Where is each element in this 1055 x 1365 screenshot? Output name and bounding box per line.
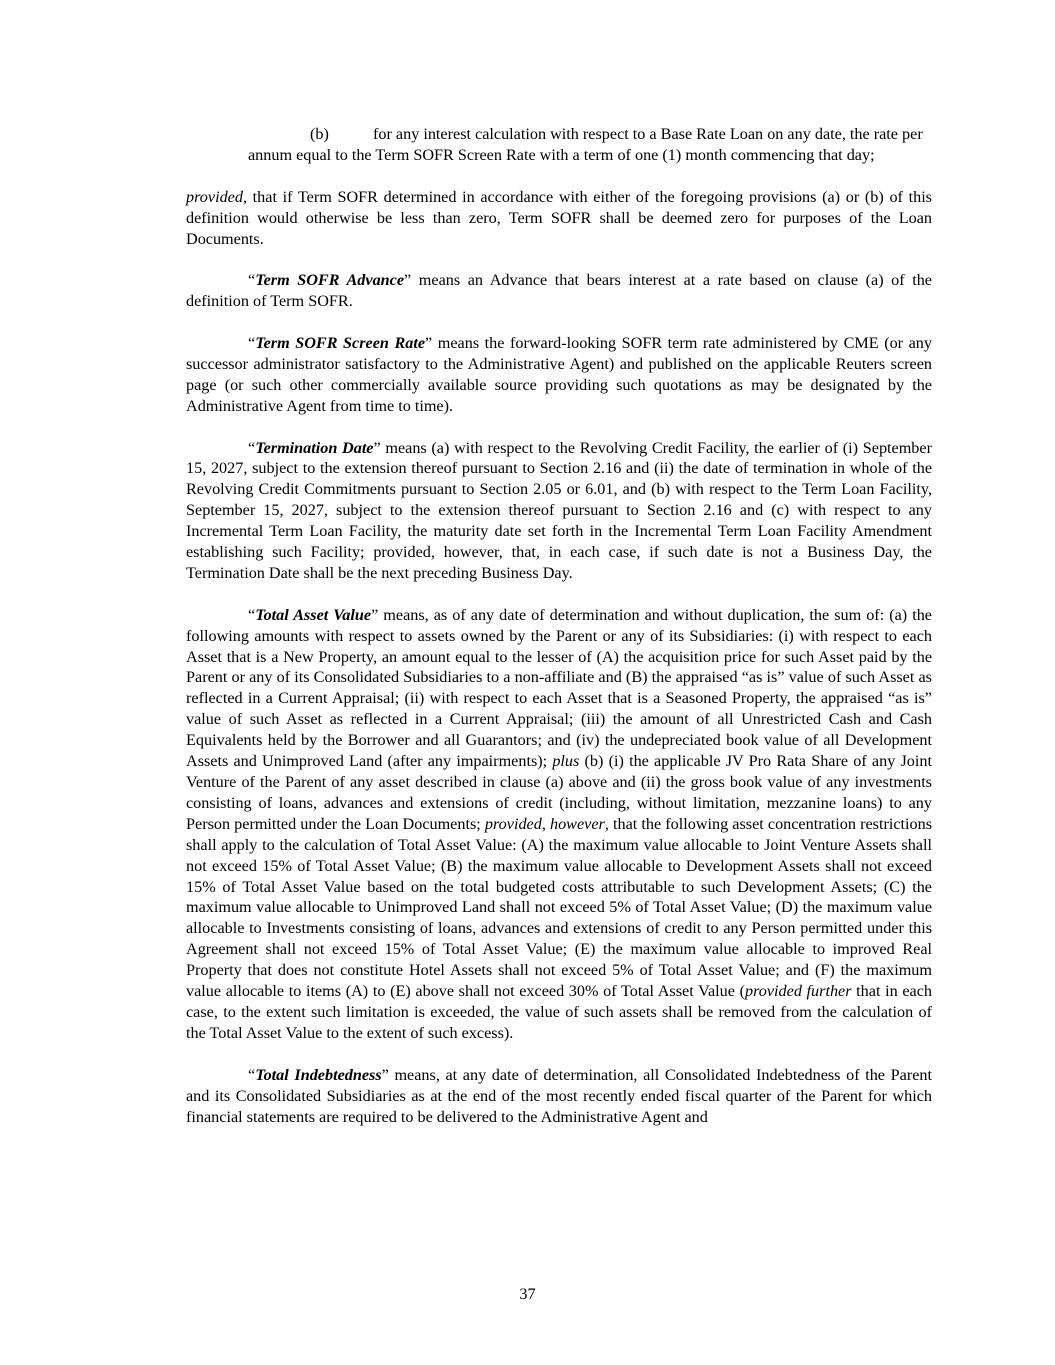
open-quote: “ xyxy=(248,334,256,353)
defined-term: Term SOFR Advance xyxy=(255,271,405,290)
definition-text-part-1: means, as of any date of determination and without duplication, the sum of: (a) the following amounts with respect to assets owned by the Parent or any of its Subsidiaries: (i) with respect to each Asset that is a New Property, an amount equal to the lesser of (A) the acquisition price for such Asset paid by the Parent or any of its Consolidated Subsidiaries to a non-affiliate and (B) the appraised “as is” value of such Asset as reflected in a Current Appraisal; (ii) with respect to each Asset that is a Seasoned Property, the appraised “as is” value of such Asset as reflected in a Current Appraisal; (iii) the amount of all Unrestricted Cash and Cash Equivalents held by the Borrower and all Guarantors; and (iv) the undepreciated book value of all Development Assets and Unimproved Land (after any impairments); xyxy=(186,605,932,771)
defined-term: Total Indebtedness xyxy=(255,1065,382,1084)
comma-separator: , xyxy=(541,814,550,833)
close-quote: ” xyxy=(371,605,379,624)
open-quote: “ xyxy=(248,271,256,290)
defined-term: Total Asset Value xyxy=(255,605,372,624)
provided-further-phrase: provided further xyxy=(744,982,852,1001)
close-quote: ” xyxy=(404,271,412,290)
defined-term: Term SOFR Screen Rate xyxy=(255,334,426,353)
definition-text: means an Advance that bears interest at a rate based on clause (a) of the definition of Term SOFR. xyxy=(186,271,932,311)
definition-term-sofr-advance xyxy=(186,270,932,312)
definition-text-part-3: , that the following asset concentration restrictions shall apply to the calculation of Total Asset Value: (A) the maximum value allocable to Joint Venture Assets shall not exceed 15% of Total Asset Value; (B) the maximum value allocable to Development Assets shall not exceed 15% of Total Asset Value based on the total budgeted costs attributable to such Development Assets; (C) the maximum value allocable to Unimproved Land shall not exceed 5% of Total Asset Value; (D) the maximum value allocable to Investments consisting of loans, advances and extensions of credit to any Person permitted under this Agreement shall not exceed 15% of Total Asset Value; (E) the maximum value allocable to improved Real Property that does not constitute Hotel Assets shall not exceed 5% of Total Asset Value; and (F) the maximum value allocable to items (A) to (E) above shall not exceed 30% of Total Asset Value ( xyxy=(186,814,933,1001)
provided-paragraph xyxy=(186,187,932,250)
provided-text: that if Term SOFR determined in accordance with either of the foregoing provisions (a) or (b) of this definition would otherwise be less than zero, Term SOFR shall be deemed zero for purposes of the Loan Documents. xyxy=(186,187,932,248)
clause-b-marker: (b) xyxy=(310,125,329,143)
clause-b-text: for any interest calculation with respect to a Base Rate Loan on any date, the rate per annum equal to the Term SOFR Screen Rate with a term of one (1) month commencing that day; xyxy=(248,125,923,164)
open-quote: “ xyxy=(248,605,256,624)
plus-word: plus xyxy=(552,752,580,771)
definition-text: means the forward-looking SOFR term rate administered by CME (or any successor administrator satisfactory to the Administrative Agent) and published on the applicable Reuters screen page (or such other commercially available source providing such quotations as may be designated by the Administrative Agent from time to time). xyxy=(186,334,932,415)
close-quote: ” xyxy=(373,438,381,457)
provided-word: provided xyxy=(484,814,542,833)
definition-text: means, at any date of determination, all Consolidated Indebtedness of the Parent and its Consolidated Subsidiaries as at the end of the most recently ended fiscal quarter of the Parent for which financial statements are required to be delivered to the Administrative Agent and xyxy=(186,1065,932,1126)
definition-total-indebtedness xyxy=(186,1065,932,1128)
definition-text-part-4: that in each case, to the extent such limitation is exceeded, the value of such assets shall be removed from the calculation of the Total Asset Value to the extent of such excess). xyxy=(186,982,932,1042)
close-quote: ” xyxy=(425,334,433,353)
open-quote: “ xyxy=(248,1065,256,1084)
document-body xyxy=(186,124,932,1148)
definition-termination-date xyxy=(186,438,932,584)
definition-text: means (a) with respect to the Revolving Credit Facility, the earlier of (i) September 15, 2027, subject to the extension thereof pursuant to Section 2.16 and (ii) the date of termination in whole of the Revolving Credit Commitments pursuant to Section 2.05 or 6.01, and (b) with respect to the Term Loan Facility, September 15, 2027, subject to the extension thereof pursuant to Section 2.16 and (c) with respect to any Incremental Term Loan Facility, the maturity date set forth in the Incremental Term Loan Facility Amendment establishing such Facility; provided, however, that, in each case, if such date is not a Business Day, the Termination Date shall be the next preceding Business Day. xyxy=(186,438,932,582)
open-quote: “ xyxy=(248,438,256,457)
definition-text-part-2: (b) (i) the applicable JV Pro Rata Share of any Joint Venture of the Parent of any asset described in clause (a) above and (ii) the gross book value of any investments consisting of loans, advances and extensions of credit (including, without limitation, mezzanine loans) to any Person permitted under the Loan Documents; xyxy=(186,752,932,833)
provided-lead: provided, xyxy=(186,187,247,206)
close-quote: ” xyxy=(381,1065,389,1084)
definition-total-asset-value xyxy=(186,605,932,1044)
clause-b-paragraph xyxy=(248,124,932,166)
defined-term: Termination Date xyxy=(255,438,374,457)
however-word: however xyxy=(549,814,605,833)
definition-term-sofr-screen-rate xyxy=(186,333,932,417)
page-number: 37 xyxy=(519,1285,536,1303)
